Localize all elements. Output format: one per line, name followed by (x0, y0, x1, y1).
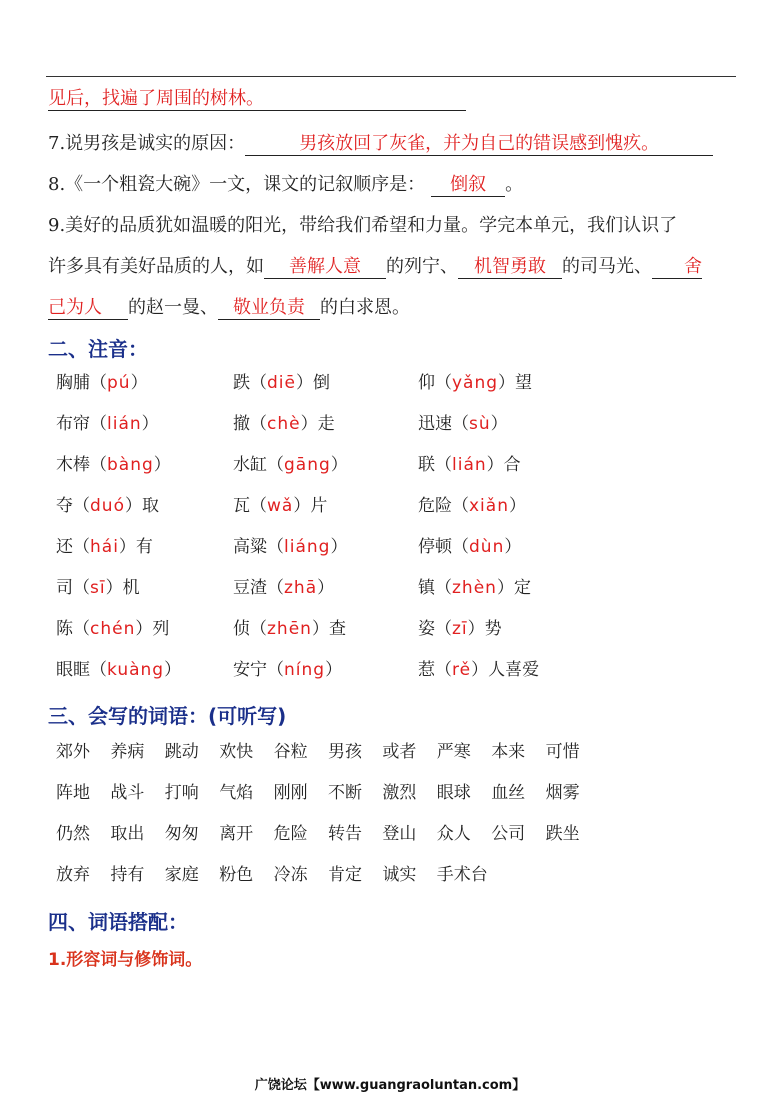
vocab-word: 谷粒 (273, 742, 308, 762)
pinyin-word-suffix: 势 (484, 619, 502, 639)
pinyin-word: 水缸 (233, 455, 267, 475)
q9-text-1: 9.美好的品质犹如温暖的阳光，带给我们希望和力量。学完本单元，我们认识了 (48, 215, 678, 236)
pinyin-word-suffix: 查 (328, 619, 346, 639)
question-8 (48, 170, 523, 197)
q8-suffix: 。 (505, 174, 524, 195)
word-row (56, 778, 736, 819)
paren-close: ） (317, 578, 335, 598)
paren-close: ） (293, 496, 311, 516)
pinyin-item (233, 573, 334, 598)
vocab-word: 家庭 (164, 865, 199, 885)
pinyin-word-suffix: 列 (152, 619, 170, 639)
subheading-adjectives: 1.形容词与修饰词。 (48, 950, 203, 970)
pinyin-item (418, 532, 521, 557)
vocab-word: 放弃 (56, 865, 90, 885)
pinyin-row (56, 532, 736, 573)
paren-open: （ (435, 455, 452, 475)
paren-open: （ (435, 578, 452, 598)
vocab-word: 本来 (491, 742, 526, 762)
pinyin-word: 木棒 (56, 455, 90, 475)
pinyin-row (56, 491, 736, 532)
pinyin-reading: lián (107, 414, 142, 434)
pinyin-reading: diē (267, 373, 296, 393)
paren-close: ） (300, 414, 318, 434)
pinyin-reading: zhèn (452, 578, 497, 598)
pinyin-reading: liáng (284, 537, 331, 557)
pinyin-word: 撤 (233, 414, 250, 434)
pinyin-word: 侦 (233, 619, 250, 639)
pinyin-word-suffix: 人喜爱 (488, 660, 540, 680)
pinyin-reading: rě (452, 660, 472, 680)
paren-open: （ (90, 660, 107, 680)
vocab-word: 可惜 (545, 742, 580, 762)
question-9-line2 (48, 252, 702, 279)
paren-close: ） (135, 619, 153, 639)
q9-text-2a: 许多具有美好品质的人，如 (48, 256, 264, 277)
pinyin-word-suffix: 倒 (312, 373, 330, 393)
pinyin-reading: hái (90, 537, 119, 557)
question-9-line1 (48, 211, 677, 237)
pinyin-item (233, 655, 342, 680)
paren-close: ） (330, 455, 348, 475)
pinyin-word: 布帘 (56, 414, 90, 434)
vocab-word: 严寒 (436, 742, 471, 762)
pinyin-item (56, 655, 181, 680)
pinyin-item (56, 532, 153, 557)
word-row (56, 819, 736, 860)
pinyin-reading: bàng (107, 455, 154, 475)
pinyin-word: 跌 (233, 373, 250, 393)
paren-open: （ (267, 660, 284, 680)
paren-close: ） (141, 414, 159, 434)
section-heading-pinyin: 二、注音： (48, 337, 148, 361)
pinyin-word: 惹 (418, 660, 435, 680)
paren-close: ） (504, 537, 522, 557)
paren-open: （ (90, 455, 107, 475)
pinyin-reading: sī (90, 578, 106, 598)
pinyin-reading: gāng (284, 455, 331, 475)
vocab-word: 不断 (328, 783, 362, 803)
paren-open: （ (73, 537, 90, 557)
vocab-word: 离开 (219, 824, 254, 844)
vocab-word: 持有 (110, 865, 145, 885)
vocab-word: 取出 (110, 824, 145, 844)
pinyin-item (418, 368, 532, 393)
vocab-word: 危险 (273, 824, 308, 844)
paren-close: ） (105, 578, 123, 598)
paren-close: ） (471, 660, 489, 680)
pinyin-word-suffix: 定 (513, 578, 531, 598)
pinyin-word: 姿 (418, 619, 435, 639)
pinyin-reading: zhēn (267, 619, 312, 639)
pinyin-item (56, 614, 169, 639)
pinyin-item (56, 573, 140, 598)
pinyin-reading: zī (452, 619, 468, 639)
pinyin-row (56, 573, 736, 614)
pinyin-reading: kuàng (107, 660, 165, 680)
paren-close: ） (508, 496, 526, 516)
pinyin-word: 镇 (418, 578, 435, 598)
pinyin-word: 迅速 (418, 414, 452, 434)
pinyin-word: 眼眶 (56, 660, 90, 680)
pinyin-reading: sù (469, 414, 491, 434)
fill-blank-q9-4: 敬业负责 (218, 298, 320, 320)
pinyin-item (418, 614, 502, 639)
paren-close: ） (118, 537, 136, 557)
vocab-word: 众人 (436, 824, 471, 844)
paren-open: （ (435, 619, 452, 639)
pinyin-row (56, 409, 736, 450)
paren-close: ） (496, 578, 514, 598)
vocab-word: 诚实 (382, 865, 417, 885)
fill-blank-q8: 倒叙 (431, 175, 505, 197)
paren-close: ） (164, 660, 182, 680)
vocab-word: 烟雾 (545, 783, 580, 803)
vocab-word: 养病 (110, 742, 145, 762)
pinyin-word: 联 (418, 455, 435, 475)
pinyin-reading: duó (90, 496, 125, 516)
pinyin-reading: chè (267, 414, 301, 434)
paren-close: ） (467, 619, 485, 639)
pinyin-word: 豆渣 (233, 578, 267, 598)
vocab-word: 跳动 (164, 742, 199, 762)
vocab-word: 手术台 (436, 865, 488, 885)
pinyin-grid (56, 368, 736, 696)
paren-open: （ (250, 414, 267, 434)
vocab-word: 男孩 (328, 742, 362, 762)
pinyin-row (56, 450, 736, 491)
pinyin-item (233, 450, 348, 475)
pinyin-item (418, 409, 508, 434)
paren-close: ） (490, 414, 508, 434)
question-7 (48, 129, 713, 156)
paren-open: （ (250, 496, 267, 516)
pinyin-item (418, 655, 539, 680)
paren-close: ） (153, 455, 171, 475)
pinyin-item (418, 573, 531, 598)
paren-close: ） (330, 537, 348, 557)
vocab-word: 或者 (382, 742, 417, 762)
paren-open: （ (267, 537, 284, 557)
vocab-word: 仍然 (56, 824, 90, 844)
vocab-word: 冷冻 (273, 865, 308, 885)
pinyin-row (56, 368, 736, 409)
paren-close: ） (124, 496, 142, 516)
vocab-word: 战斗 (110, 783, 145, 803)
pinyin-word: 高粱 (233, 537, 267, 557)
pinyin-reading: zhā (284, 578, 318, 598)
paren-open: （ (73, 496, 90, 516)
vocab-word: 血丝 (491, 783, 526, 803)
q7-prompt: 7.说男孩是诚实的原因： (48, 133, 246, 154)
paren-open: （ (73, 578, 90, 598)
pinyin-word: 还 (56, 537, 73, 557)
q8-prompt: 8.《一个粗瓷大碗》一文，课文的记叙顺序是： (48, 174, 426, 195)
fill-blank-q9-1: 善解人意 (264, 257, 386, 279)
vocab-word: 打响 (164, 783, 199, 803)
paren-open: （ (452, 496, 469, 516)
pinyin-item (233, 532, 347, 557)
pinyin-word: 瓦 (233, 496, 250, 516)
word-row (56, 860, 736, 901)
pinyin-word: 司 (56, 578, 73, 598)
pinyin-word-suffix: 合 (503, 455, 521, 475)
q9-text-2c: 的司马光、 (562, 256, 652, 277)
top-rule (46, 76, 736, 77)
pinyin-item (418, 491, 526, 516)
pinyin-word-suffix: 走 (317, 414, 335, 434)
pinyin-word: 停顿 (418, 537, 452, 557)
pinyin-word-suffix: 取 (141, 496, 159, 516)
paren-open: （ (90, 373, 107, 393)
q9-text-3b: 的白求恩。 (320, 297, 410, 318)
pinyin-item (56, 450, 171, 475)
pinyin-word-suffix: 片 (310, 496, 328, 516)
answer-line-0 (48, 88, 466, 111)
pinyin-word-suffix: 机 (122, 578, 140, 598)
paren-close: ） (311, 619, 329, 639)
vocab-word: 欢快 (219, 742, 254, 762)
pinyin-word-suffix: 有 (135, 537, 153, 557)
pinyin-row (56, 614, 736, 655)
q9-text-3a: 的赵一曼、 (128, 297, 218, 318)
pinyin-reading: lián (452, 455, 487, 475)
vocab-word: 激烈 (382, 783, 417, 803)
words-grid (56, 737, 736, 901)
pinyin-reading: pú (107, 373, 131, 393)
pinyin-item (233, 491, 327, 516)
paren-open: （ (435, 373, 452, 393)
vocab-word: 阵地 (56, 783, 90, 803)
paren-open: （ (73, 619, 90, 639)
vocab-word: 眼球 (436, 783, 471, 803)
fill-blank-line0: 见后，找遍了周围的树林。 (48, 89, 466, 111)
paren-open: （ (452, 537, 469, 557)
pinyin-word: 仰 (418, 373, 435, 393)
paren-close: ） (130, 373, 148, 393)
pinyin-word: 安宁 (233, 660, 267, 680)
paren-close: ） (325, 660, 343, 680)
vocab-word: 刚刚 (273, 783, 308, 803)
vocab-word: 跌坐 (545, 824, 580, 844)
vocab-word: 公司 (491, 824, 526, 844)
paren-open: （ (250, 373, 267, 393)
pinyin-reading: yǎng (452, 373, 499, 393)
q9-text-2b: 的列宁、 (386, 256, 458, 277)
vocab-word: 匆匆 (164, 824, 199, 844)
pinyin-reading: chén (90, 619, 136, 639)
vocab-word: 转告 (328, 824, 362, 844)
pinyin-item (418, 450, 521, 475)
paren-close: ） (486, 455, 504, 475)
footer-site: 广饶论坛【www.guangraoluntan.com】 (254, 1078, 526, 1093)
paren-close: ） (295, 373, 313, 393)
fill-blank-q7: 男孩放回了灰雀，并为自己的错误感到愧疚。 (245, 134, 713, 156)
vocab-word: 气焰 (219, 783, 254, 803)
pinyin-item (56, 409, 159, 434)
pinyin-reading: dùn (469, 537, 505, 557)
pinyin-word: 危险 (418, 496, 452, 516)
paren-open: （ (267, 455, 284, 475)
pinyin-word: 陈 (56, 619, 73, 639)
pinyin-item (56, 368, 148, 393)
fill-blank-q9-2: 机智勇敢 (458, 257, 562, 279)
vocab-word: 肯定 (328, 865, 362, 885)
pinyin-reading: xiǎn (469, 496, 509, 516)
vocab-word: 郊外 (56, 742, 90, 762)
fill-blank-q9-3a: 舍 (652, 257, 702, 279)
paren-open: （ (452, 414, 469, 434)
vocab-word: 登山 (382, 824, 417, 844)
pinyin-item (233, 368, 330, 393)
pinyin-word-suffix: 望 (515, 373, 533, 393)
word-row (56, 737, 736, 778)
paren-open: （ (250, 619, 267, 639)
pinyin-word: 夺 (56, 496, 73, 516)
pinyin-item (233, 409, 335, 434)
paren-open: （ (90, 414, 107, 434)
section-heading-words: 三、会写的词语：(可听写) (48, 704, 287, 728)
pinyin-reading: wǎ (267, 496, 294, 516)
vocab-word: 粉色 (219, 865, 254, 885)
fill-blank-q9-3b: 己为人 (48, 298, 128, 320)
pinyin-item (56, 491, 159, 516)
section-heading-collocation: 四、词语搭配： (48, 910, 188, 934)
pinyin-item (233, 614, 346, 639)
paren-close: ） (498, 373, 516, 393)
pinyin-reading: níng (284, 660, 326, 680)
question-9-line3 (48, 293, 410, 320)
paren-open: （ (435, 660, 452, 680)
paren-open: （ (267, 578, 284, 598)
pinyin-row (56, 655, 736, 696)
pinyin-word: 胸脯 (56, 373, 90, 393)
